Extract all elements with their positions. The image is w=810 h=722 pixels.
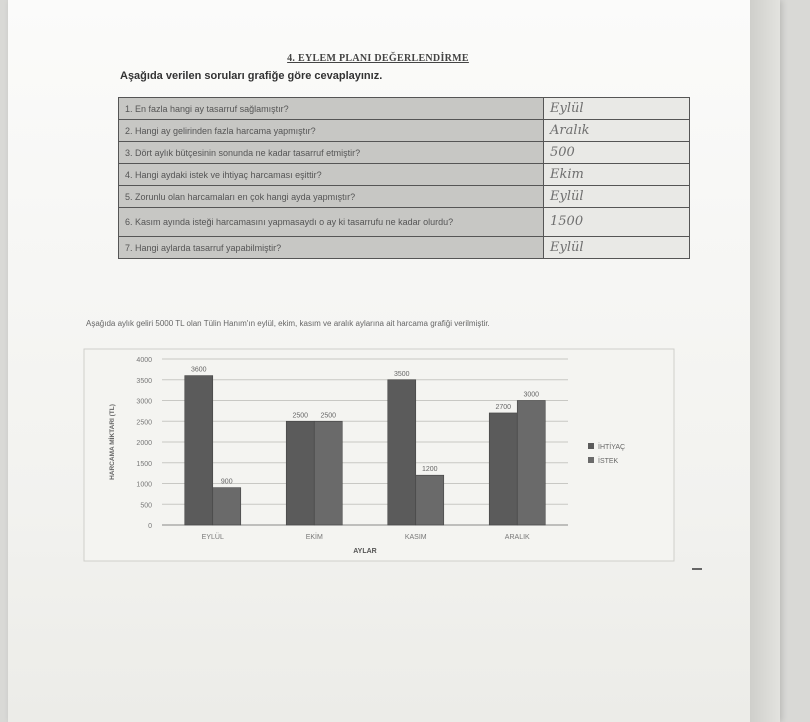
- expense-bar-chart: [78, 345, 678, 565]
- data-label: 2500: [320, 412, 337, 420]
- answer-cell: 1500: [544, 208, 690, 237]
- question-row: [119, 186, 690, 208]
- answer-cell: Eylül: [544, 237, 690, 259]
- question-row: [119, 120, 690, 142]
- x-tick-label: EKİM: [305, 534, 323, 541]
- y-tick-label: 500: [140, 502, 152, 510]
- answer-cell: Ekim: [544, 164, 690, 186]
- question-text: 1. En fazla hangi ay tasarruf sağlamıştır?: [119, 98, 544, 120]
- y-tick-label: 2500: [136, 419, 152, 427]
- y-tick-label: 4000: [136, 357, 152, 364]
- x-tick-label: EYLÜL: [201, 534, 224, 541]
- question-row: [119, 208, 690, 237]
- answer-cell: Eylül: [544, 98, 690, 120]
- legend-swatch: [588, 457, 594, 463]
- section-title: 4. EYLEM PLANI DEĞERLENDİRME: [287, 53, 469, 64]
- chart-intro-text: Aşağıda aylık geliri 5000 TL olan Tülin Hanım'ın eylül, ekim, kasım ve aralık aylarına ait harcama grafiği verilmiştir.: [86, 319, 490, 328]
- y-tick-label: 1000: [136, 481, 152, 489]
- y-axis-label: HARCAMA MİKTARI (TL): [109, 404, 116, 480]
- answer-cell: 500: [544, 142, 690, 164]
- question-row: [119, 237, 690, 259]
- question-text: 7. Hangi aylarda tasarruf yapabilmiştir?: [119, 237, 544, 259]
- paper-edge: [750, 0, 780, 722]
- x-tick-label: ARALIK: [504, 534, 530, 541]
- legend-label: İHTİYAÇ: [598, 444, 626, 451]
- legend-label: İSTEK: [598, 458, 619, 465]
- pen-mark: [692, 568, 702, 570]
- legend-swatch: [588, 443, 594, 449]
- worksheet-paper: [8, 0, 780, 722]
- bar-istek: [416, 475, 444, 525]
- x-axis-label: AYLAR: [353, 548, 377, 555]
- question-text: 2. Hangi ay gelirinden fazla harcama yapmıştır?: [119, 120, 544, 142]
- data-label: 1200: [421, 466, 438, 474]
- question-text: 5. Zorunlu olan harcamaları en çok hangi ayda yapmıştır?: [119, 186, 544, 208]
- data-label: 2700: [495, 403, 512, 411]
- question-text: 6. Kasım ayında isteği harcamasını yapmasaydı o ay ki tasarrufu ne kadar olurdu?: [119, 208, 544, 237]
- bar-istek: [314, 421, 342, 525]
- instruction-text: Aşağıda verilen soruları grafiğe göre cevaplayınız.: [120, 70, 383, 82]
- question-row: [119, 164, 690, 186]
- question-text: 4. Hangi aydaki istek ve ihtiyaç harcaması eşittir?: [119, 164, 544, 186]
- chart-frame: [84, 349, 674, 561]
- x-tick-label: KASIM: [404, 534, 427, 541]
- y-tick-label: 1500: [136, 460, 152, 468]
- question-row: [119, 98, 690, 120]
- bar-istek: [213, 488, 241, 525]
- bar-ihtiyac: [185, 376, 213, 525]
- bar-ihtiyac: [388, 380, 416, 525]
- answer-cell: Eylül: [544, 186, 690, 208]
- data-label: 3600: [190, 366, 207, 374]
- y-tick-label: 2000: [136, 440, 152, 447]
- answer-cell: Aralık: [544, 120, 690, 142]
- questions-table: [118, 97, 690, 259]
- question-text: 3. Dört aylık bütçesinin sonunda ne kadar tasarruf etmiştir?: [119, 142, 544, 164]
- y-tick-label: 3500: [136, 377, 152, 385]
- y-tick-label: 0: [148, 523, 152, 530]
- data-label: 900: [220, 478, 233, 486]
- data-label: 3000: [523, 391, 540, 399]
- bar-ihtiyac: [489, 413, 517, 525]
- data-label: 3500: [393, 370, 410, 378]
- data-label: 2500: [292, 412, 309, 420]
- y-tick-label: 3000: [136, 398, 152, 406]
- question-row: [119, 142, 690, 164]
- bar-istek: [517, 401, 545, 526]
- bar-ihtiyac: [286, 421, 314, 525]
